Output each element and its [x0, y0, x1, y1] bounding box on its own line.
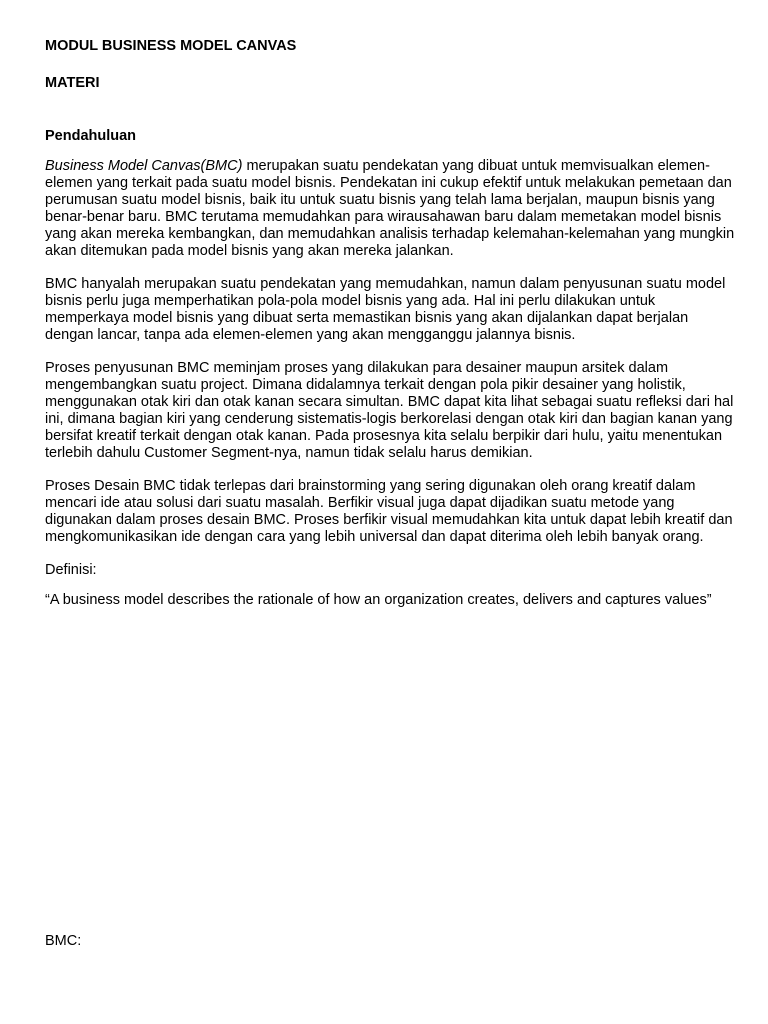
bmc-label: BMC: [45, 933, 82, 949]
body-paragraph: BMC hanyalah merupakan suatu pendekatan yang memudahkan, namun dalam penyusunan suatu model bisnis perlu juga memperhatikan pola-pola model bisnis yang ada. Hal ini perlu dilakukan untuk memperkaya model bisnis yang dibuat serta memastikan bisnis yang akan dijalankan dapat berjalan dengan lancar, tanpa ada elemen-elemen yang akan mengganggu jalannya bisnis. [45, 276, 726, 343]
body-paragraph: Proses penyusunan BMC meminjam proses yang dilakukan para desainer maupun arsitek dalam mengembangkan suatu project. Dimana didalamnya terkait dengan pola pikir desainer yang holistik, menggunakan otak kiri dan otak kanan secara simultan. BMC dapat kita lihat sebagai suatu refleksi dari hal ini, dimana bagian kiri yang cenderung sistematis-logis berkorelasi dengan otak kiri dan bagian kanan yang bersifat kreatif terkait dengan otak kanan. Pada prosesnya kita selalu berpikir dari hulu, yaitu menentukan terlebih dahulu Customer Segment-nya, namun tidak selalu harus demikian. [45, 360, 734, 461]
document-page [45, 38, 735, 625]
section-heading: Pendahuluan [45, 128, 137, 144]
intro-text: merupakan suatu pendekatan yang dibuat untuk memvisualkan elemen-elemen yang terkait pada suatu model bisnis. Pendekatan ini cukup efektif untuk melakukan pemetaan dan perumusan suatu model bisnis, baik itu untuk suatu bisnis yang telah lama berjalan, maupun bisnis yang benar-benar baru. BMC terutama memudahkan para wirausahawan baru dalam memetakan model bisnis yang akan mereka kembangkan, dan memudahkan analisis terhadap kelemahan-kelemahan yang mungkin akan ditemukan pada model bisnis yang akan mereka jalankan. [45, 158, 735, 259]
document-subtitle: MATERI [45, 75, 100, 91]
body-paragraph: Proses Desain BMC tidak terlepas dari brainstorming yang sering digunakan oleh orang kreatif dalam mencari ide atau solusi dari suatu masalah. Berfikir visual juga dapat dijadikan suatu metode yang digunakan dalam proses desain BMC. Proses berfikir visual memudahkan kita untuk dapat lebih kreatif dan mengkomunikasikan ide dengan cara yang lebih universal dan dapat diterima oleh lebih banyak orang. [45, 478, 733, 545]
intro-paragraph [45, 158, 735, 260]
definition-label: Definisi: [45, 562, 97, 578]
document-title: MODUL BUSINESS MODEL CANVAS [45, 38, 297, 54]
definition-quote: “A business model describes the rationale of how an organization creates, delivers and captures values” [45, 592, 712, 608]
intro-italic-lead: Business Model Canvas(BMC) [45, 158, 243, 174]
